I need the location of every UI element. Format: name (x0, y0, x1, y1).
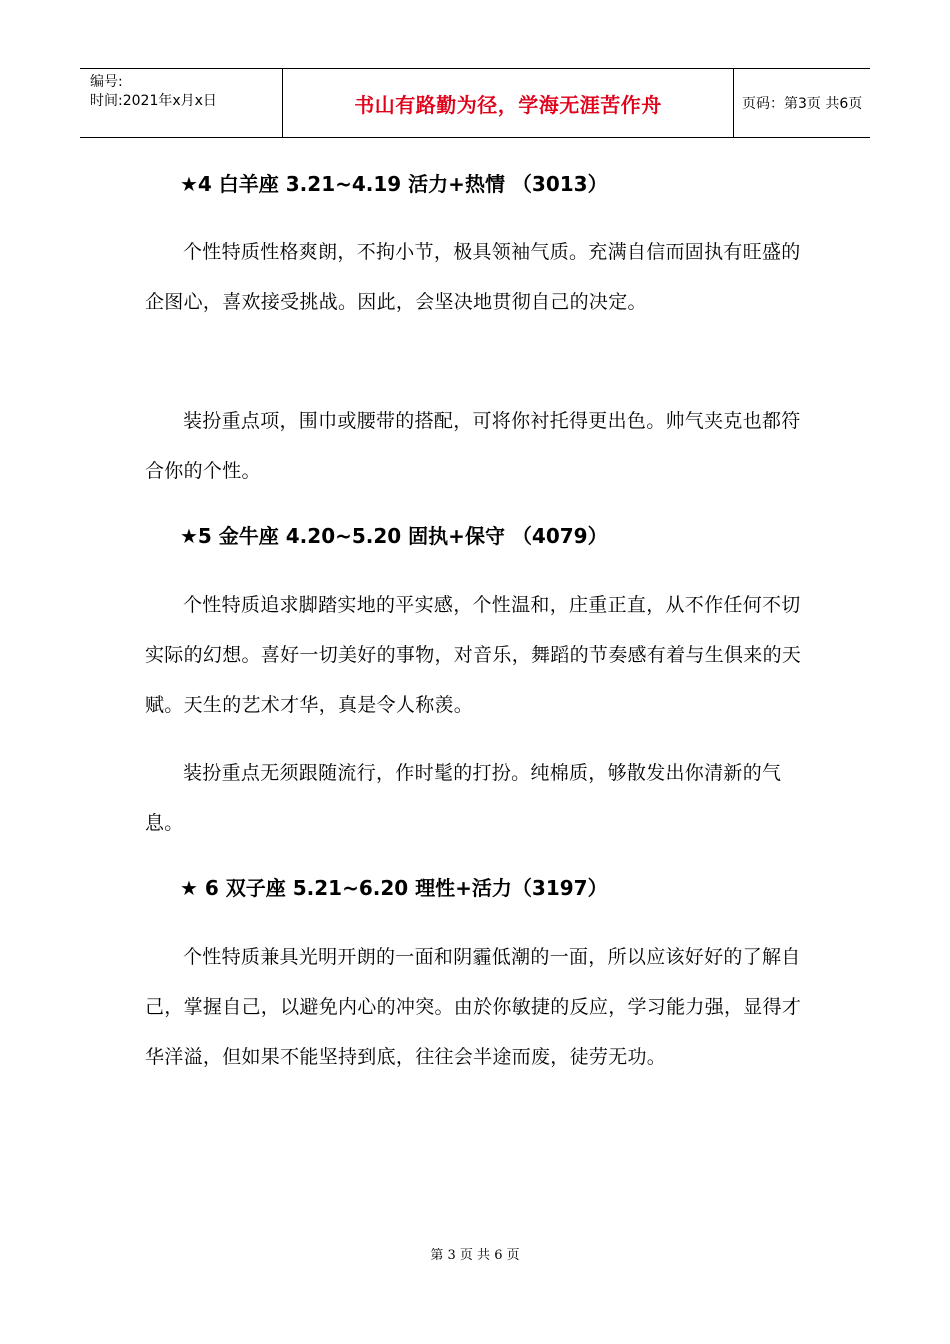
paragraph-aries-personality: 个性特质性格爽朗，不拘小节，极具领袖气质。充满自信而固执有旺盛的企图心，喜欢接受挑战。因此，会坚决地贯彻自己的决定。 (145, 241, 801, 313)
header-motto-cell (282, 69, 734, 137)
date-label: 时间:2021年x月x日 (90, 93, 217, 109)
header-meta (80, 69, 282, 137)
paragraph-aries-style: 装扮重点项，围巾或腰带的搭配，可将你衬托得更出色。帅气夹克也都符合你的个性。 (145, 410, 801, 482)
paragraph-gemini-personality: 个性特质兼具光明开朗的一面和阴霾低潮的一面，所以应该好好的了解自己，掌握自己，以避免内心的冲突。由於你敏捷的反应，学习能力强，显得才华洋溢，但如果不能坚持到底，往往会半途而废，徒劳无功。 (145, 946, 802, 1068)
page-footer: 第 3 页 共 6 页 (430, 1248, 520, 1263)
motto-text: 书山有路勤为径，学海无涯苦作舟 (354, 92, 662, 117)
section-heading-gemini: ★ 6 双子座 5.21~6.20 理性+活力（3197） (180, 876, 608, 900)
paragraph-taurus-style: 装扮重点无须跟随流行，作时髦的打扮。纯棉质，够散发出你清新的气息。 (145, 762, 782, 834)
page-header (80, 68, 870, 138)
section-heading-aries: ★4 白羊座 3.21~4.19 活力+热情 （3013） (180, 172, 608, 196)
paragraph-taurus-personality: 个性特质追求脚踏实地的平实感，个性温和，庄重正直，从不作任何不切实际的幻想。喜好一切美好的事物，对音乐，舞蹈的节奏感有着与生俱来的天赋。天生的艺术才华，真是令人称羡。 (145, 594, 802, 716)
section-heading-taurus: ★5 金牛座 4.20~5.20 固执+保守 （4079） (180, 524, 608, 548)
header-page-info: 页码：第3页 共6页 (742, 96, 863, 112)
number-label: 编号: (90, 74, 123, 90)
